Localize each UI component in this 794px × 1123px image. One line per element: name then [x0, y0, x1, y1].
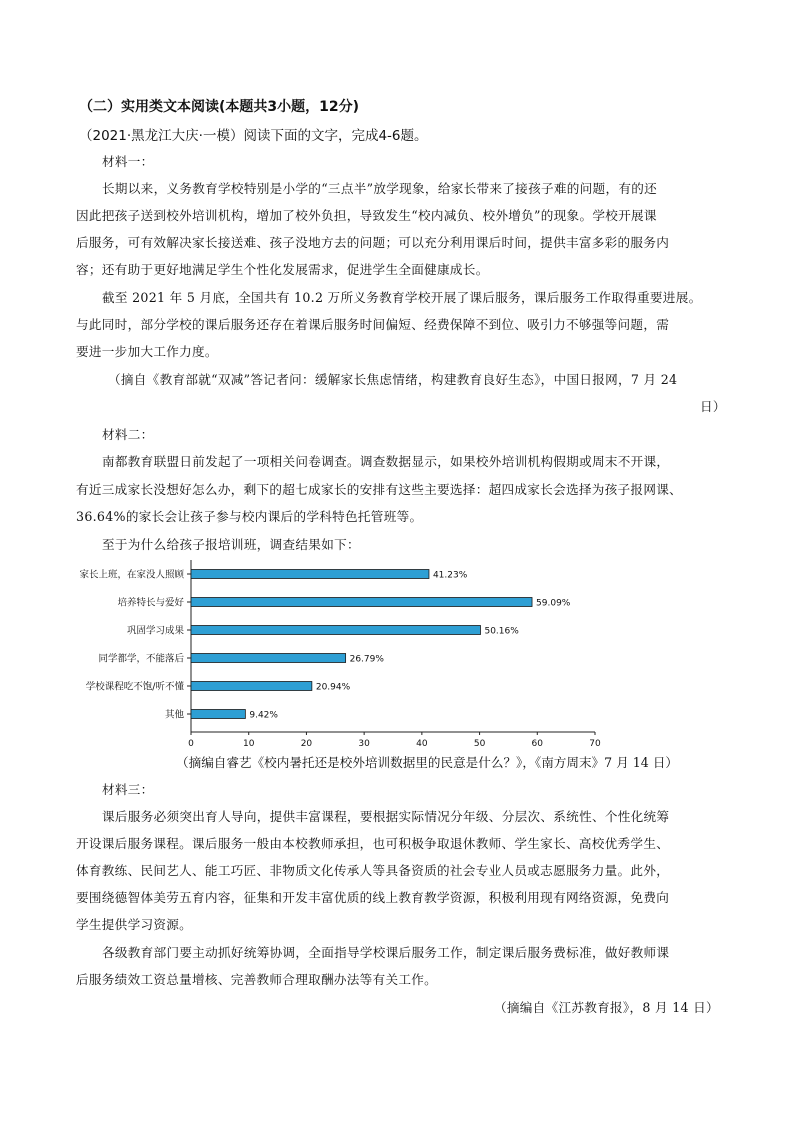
category-label: 同学都学，不能落后 [98, 653, 184, 665]
material3-label: 材料三： [102, 782, 154, 797]
material1-label: 材料一： [102, 154, 154, 169]
material1-p2-line3: 要进一步加大工作力度。 [76, 344, 218, 359]
bar [191, 570, 429, 579]
category-label: 其他 [164, 709, 184, 721]
x-tick-label: 30 [358, 739, 370, 746]
category-label: 家长上班，在家没人照顾 [79, 569, 184, 581]
source-line: （2021·黑龙江大庆·一模）阅读下面的文字，完成4-6题。 [79, 128, 428, 144]
chart-intro: 至于为什么给孩子报培训班，调查结果如下： [102, 537, 360, 552]
material2-p1-line2: 有近三成家长没想好怎么办，剩下的超七成家长的安排有这些主要选择：超四成家长会选择为孩子报网课、 [76, 482, 683, 497]
x-tick-label: 40 [416, 739, 428, 746]
material3-p1-line3: 体育教练、民间艺人、能工巧匠、非物质文化传承人等具备资质的社会专业人员或志愿服务力量。此外， [76, 863, 670, 878]
material3-p2-line1: 各级教育部门要主动抓好统筹协调，全面指导学校课后服务工作，制定课后服务费标准，做好教师课 [102, 945, 670, 960]
material1-citation-line1: （摘自《教育部就“双减”答记者问：缓解家长焦虑情绪，构建教育良好生态》，中国日报网，7 月 24 [108, 372, 678, 387]
bar-value-label: 41.23% [432, 570, 468, 581]
bar-value-label: 20.94% [315, 682, 351, 693]
material1-p2-line2: 与此同时，部分学校的课后服务还存在着课后服务时间偏短、经费保障不到位、吸引力不够强等问题，需 [76, 317, 670, 332]
bar [191, 710, 245, 719]
category-label: 培养特长与爱好 [117, 597, 184, 609]
category-label: 学校课程吃不饱/听不懂 [85, 681, 184, 693]
material2-p1-line1: 南都教育联盟日前发起了一项相关问卷调查。调查数据显示，如果校外培训机构假期或周末不开课， [102, 454, 670, 469]
section-heading: （二）实用类文本阅读(本题共3小题，12分) [79, 99, 360, 115]
category-label: 巩固学习成果 [126, 625, 184, 637]
material2-p1-line3: 36.64%的家长会让孩子参与校内课后的学科特色托管班等。 [76, 509, 423, 524]
material1-citation-line2: 日） [700, 399, 726, 414]
material3-p1-line5: 学生提供学习资源。 [76, 917, 193, 932]
bar-value-label: 26.79% [349, 654, 384, 665]
bar [191, 654, 346, 663]
material3-p1-line4: 要围绕德智体美劳五育内容，征集和开发丰富优质的线上教育教学资源，积极利用现有网络资源，免费向 [76, 890, 670, 905]
material2-label: 材料二： [102, 427, 154, 442]
survey-bar-chart [40, 556, 620, 746]
material2-citation: （摘编自睿艺《校内暑托还是校外培训数据里的民意是什么？》，《南方周末》7 月 14 日） [176, 755, 679, 770]
material3-p1-line2: 开设课后服务课程。课后服务一般由本校教师承担，也可积极争取退休教师、学生家长、高校优秀学生、 [76, 836, 670, 851]
x-tick-label: 20 [300, 739, 313, 746]
x-tick-label: 70 [589, 739, 601, 746]
material1-p1-line4: 容；还有助于更好地满足学生个性化发展需求，促进学生全面健康成长。 [76, 262, 489, 277]
material3-p1-line1: 课后服务必须突出育人导向，提供丰富课程，要根据实际情况分年级、分层次、系统性、个性化统筹 [102, 809, 670, 824]
bar [191, 626, 480, 635]
bar-value-label: 9.42% [249, 710, 278, 721]
material1-p1-line1: 长期以来，义务教育学校特别是小学的“三点半”放学现象，给家长带来了接孩子难的问题，有的还 [102, 181, 658, 196]
material1-p1-line2: 因此把孩子送到校外培训机构，增加了校外负担，导致发生“校内减负、校外增负”的现象。学校开展课 [76, 208, 657, 223]
x-tick-label: 60 [531, 739, 544, 746]
material3-citation: （摘编自《江苏教育报》，8 月 14 日） [494, 1000, 719, 1015]
material1-p2-line1: 截至 2021 年 5 月底，全国共有 10.2 万所义务教育学校开展了课后服务，课后服务工作取得重要进展。 [102, 290, 702, 305]
x-tick-label: 50 [473, 739, 486, 746]
bar-value-label: 59.09% [536, 598, 571, 609]
bar [191, 598, 532, 607]
x-tick-label: 10 [242, 739, 255, 746]
bar-value-label: 50.16% [484, 626, 519, 637]
x-tick-label: 0 [188, 739, 194, 746]
bar [191, 682, 312, 691]
material1-p1-line3: 后服务，可有效解决家长接送难、孩子没地方去的问题；可以充分利用课后时间，提供丰富多彩的服务内 [76, 235, 670, 250]
material3-p2-line2: 后服务绩效工资总量增核、完善教师合理取酬办法等有关工作。 [76, 972, 438, 987]
